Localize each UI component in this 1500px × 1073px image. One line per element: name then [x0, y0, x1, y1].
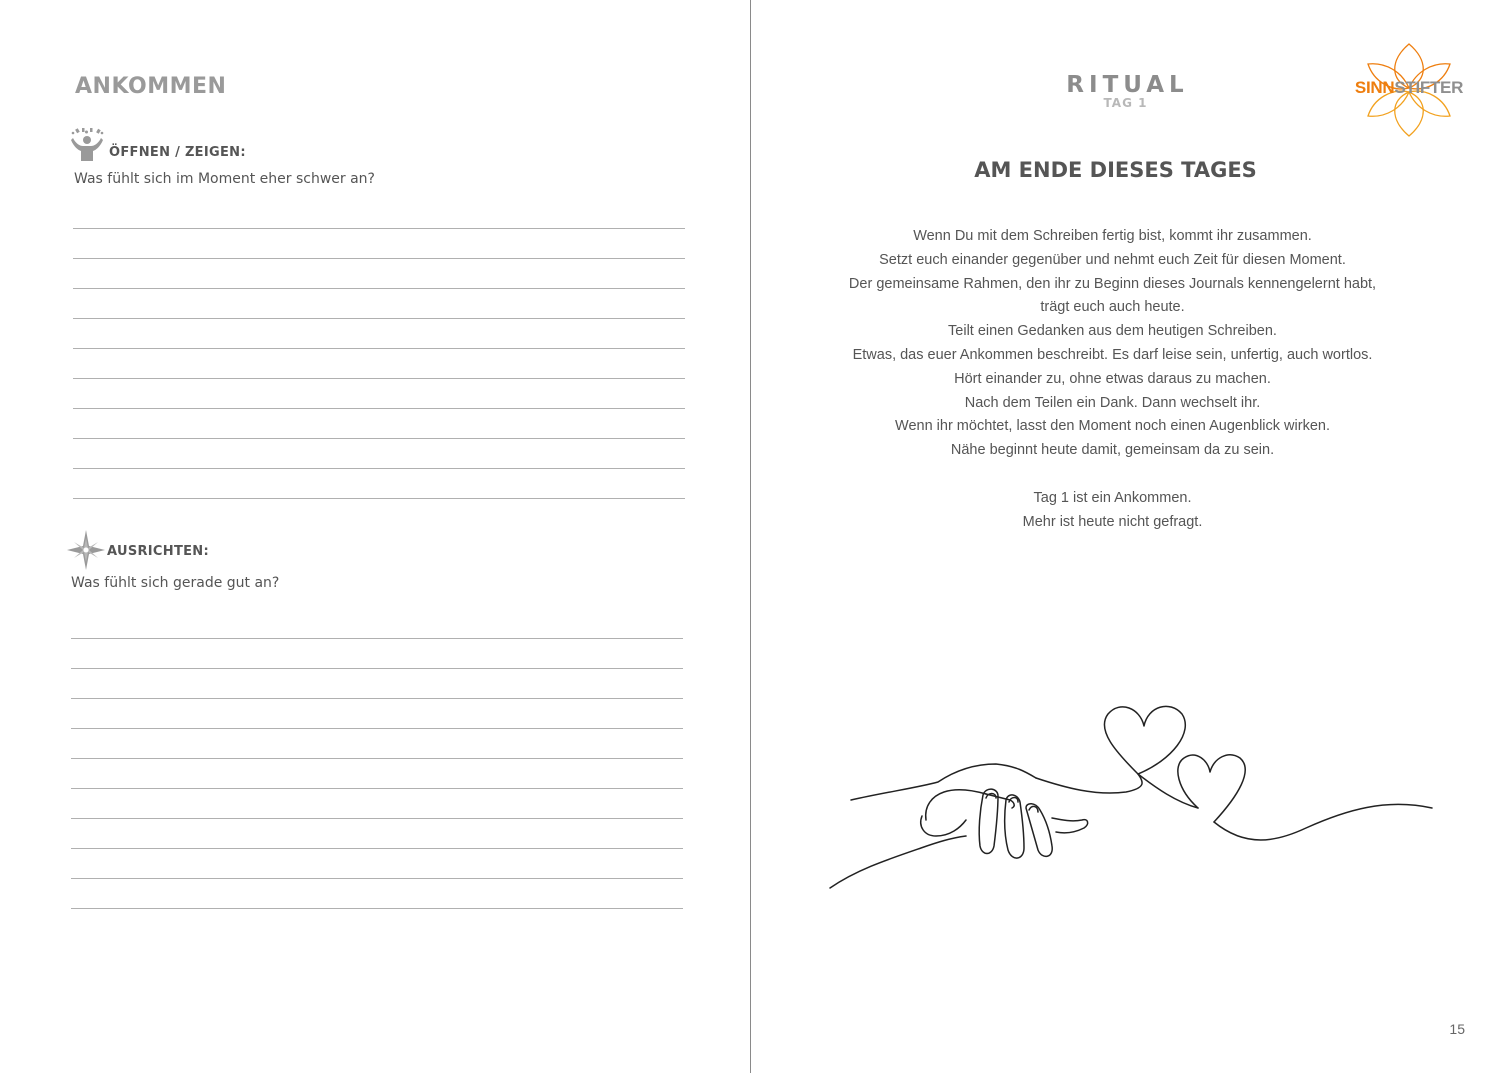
writing-line[interactable] — [71, 699, 683, 729]
prompt-header-oeffnen — [70, 128, 246, 162]
writing-line[interactable] — [71, 879, 683, 909]
text-line: Etwas, das euer Ankommen beschreibt. Es darf leise sein, unfertig, auch wortlos. — [852, 346, 1373, 363]
sinnstifter-logo — [1354, 40, 1464, 140]
prompt-question: Was fühlt sich gerade gut an? — [71, 575, 280, 591]
writing-line[interactable] — [73, 259, 685, 289]
writing-line[interactable] — [73, 229, 685, 259]
writing-line[interactable] — [71, 819, 683, 849]
open-arms-person-icon — [70, 128, 106, 162]
ritual-title: RITUAL — [1066, 72, 1189, 98]
writing-line[interactable] — [73, 439, 685, 469]
logo-wordmark: SINNSTIFTER — [1354, 78, 1464, 97]
text-line: Nach dem Teilen ein Dank. Dann wechselt ihr. — [964, 394, 1261, 411]
text-line: Nähe beginnt heute damit, gemeinsam da zu sein. — [950, 442, 1275, 459]
text-line: Tag 1 ist ein Ankommen. — [1033, 489, 1192, 506]
text-line: Hört einander zu, ohne etwas daraus zu machen. — [954, 370, 1271, 387]
text-line: Der gemeinsame Rahmen, den ihr zu Beginn dieses Journals kennengelernt habt, — [848, 275, 1377, 292]
writing-lines[interactable] — [71, 609, 683, 909]
writing-line[interactable] — [73, 319, 685, 349]
writing-line[interactable] — [73, 469, 685, 499]
hand-hearts-illustration — [826, 670, 1466, 920]
hand-with-hearts-icon — [826, 670, 1466, 920]
writing-line[interactable] — [73, 349, 685, 379]
page-heading: AM ENDE DIESES TAGES — [974, 158, 1257, 182]
writing-line[interactable] — [71, 849, 683, 879]
text-line: Wenn Du mit dem Schreiben fertig bist, kommt ihr zusammen. — [913, 228, 1312, 244]
right-page — [751, 0, 1500, 1073]
section-title: ANKOMMEN — [75, 74, 227, 99]
text-line: Teilt einen Gedanken aus dem heutigen Schreiben. — [948, 323, 1277, 340]
compass-star-icon — [67, 530, 105, 570]
page-number: 15 — [1449, 1021, 1465, 1037]
prompt-label: ÖFFNEN / ZEIGEN: — [109, 144, 246, 160]
writing-line[interactable] — [73, 379, 685, 409]
writing-line[interactable] — [71, 669, 683, 699]
writing-lines[interactable] — [73, 199, 685, 499]
writing-line[interactable] — [71, 789, 683, 819]
ritual-day: TAG 1 — [1103, 96, 1148, 110]
prompt-header-ausrichten — [67, 530, 209, 570]
prompt-question: Was fühlt sich im Moment eher schwer an? — [74, 171, 375, 187]
writing-line[interactable] — [73, 289, 685, 319]
text-line: Mehr ist heute nicht gefragt. — [1022, 513, 1203, 530]
ritual-text — [751, 225, 1474, 534]
text-line: trägt euch auch heute. — [1040, 299, 1185, 316]
writing-line[interactable] — [71, 609, 683, 639]
prompt-label: AUSRICHTEN: — [107, 543, 209, 559]
writing-line[interactable] — [71, 639, 683, 669]
text-line: Setzt euch einander gegenüber und nehmt euch Zeit für diesen Moment. — [879, 251, 1346, 268]
writing-line[interactable] — [71, 729, 683, 759]
writing-line[interactable] — [73, 409, 685, 439]
writing-line[interactable] — [73, 199, 685, 229]
text-line: Wenn ihr möchtet, lasst den Moment noch einen Augenblick wirken. — [895, 418, 1330, 435]
writing-line[interactable] — [71, 759, 683, 789]
